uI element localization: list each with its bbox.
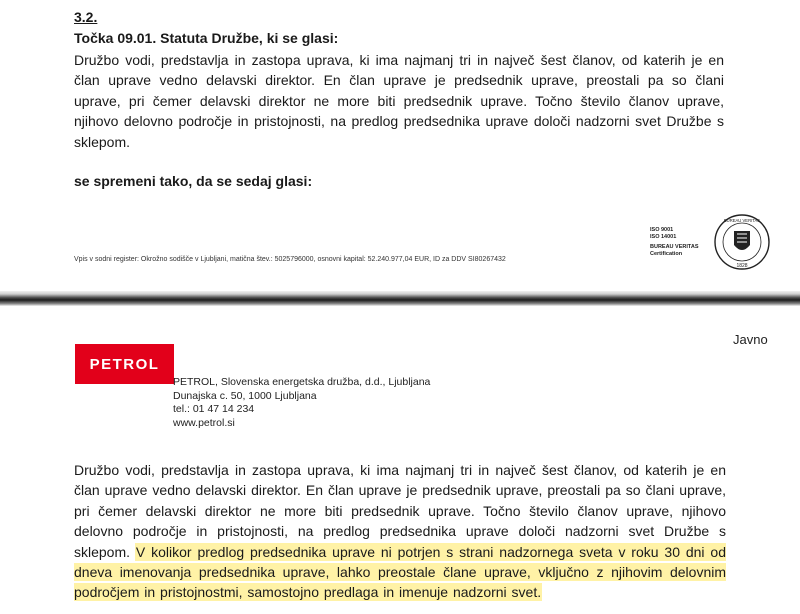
bottom-paragraph	[74, 460, 726, 603]
classification-label: Javno	[733, 332, 768, 347]
top-paragraph: Družbo vodi, predstavlja in zastopa uprava, ki ima najmanj tri in največ šest članov, od katerih je en član uprave vedno delavski direktor. En član uprave je predsednik uprave, preostali pa so člani uprave, pri čemer delavski direktor ne more biti predsednik uprave. Točno število članov uprave, njihovo delovno področje in pristojnosti, na predlog predsednika uprave določi nadzorni svet Družbe s sklepom.	[74, 52, 724, 150]
top-page	[0, 0, 800, 290]
section-heading: Točka 09.01. Statuta Družbe, ki se glasi:	[74, 30, 339, 46]
company-website: www.petrol.si	[173, 416, 235, 429]
seal-year: 1828	[736, 263, 748, 269]
company-phone: tel.: 01 47 14 234	[173, 403, 255, 415]
paragraph-plain-text: Družbo vodi, predstavlja in zastopa uprava, ki ima najmanj tri in največ šest članov, od katerih je en član uprave vedno delavski direktor. En član uprave je predsednik uprave, preostali pa so člani uprave, pri čemer delavski direktor ne more biti predsednik uprave. Točno število članov uprave, njihovo delovno področje in pristojnosti, na predlog predsednika uprave določi nadzorni svet Družbe s sklepom.	[74, 462, 726, 560]
company-address: Dunajska c. 50, 1000 Ljubljana	[173, 389, 317, 402]
cert-line-4: Certification	[650, 251, 683, 257]
cert-line-1: ISO 9001	[650, 227, 674, 233]
amendment-subheading: se spremeni tako, da se sedaj glasi:	[74, 173, 313, 189]
paragraph-highlighted-text: V kolikor predlog predsednika uprave ni potrjen s strani nadzornega sveta v roku 30 dni od dneva imenovanja predsednika uprave, lahko preostale člane uprave, vključno z njihovim delovnim področjem in pristojnostmi, samostojno predlaga in imenuje nadzorni svet.	[74, 543, 726, 601]
cert-line-2: ISO 14001	[650, 234, 677, 240]
cert-line-3: BUREAU VERITAS	[650, 244, 699, 250]
petrol-logo	[75, 344, 174, 384]
page-divider	[0, 291, 800, 306]
section-number: 3.2.	[74, 9, 98, 25]
registry-footer: Vpis v sodni register: Okrožno sodišče v Ljubljani, matična štev.: 5025796000, osnovni kapital: 52.240.977,04 EUR, ID za DDV SI80267432	[74, 256, 506, 263]
certification-block	[650, 213, 772, 271]
company-info	[173, 376, 430, 430]
bureau-veritas-seal-icon	[712, 213, 772, 271]
logo-text: PETROL	[89, 355, 160, 373]
certification-text	[650, 227, 710, 258]
bottom-page	[0, 306, 800, 614]
seal-top-text: BUREAU VERITAS	[723, 218, 761, 223]
company-name: PETROL, Slovenska energetska družba, d.d., Ljubljana	[173, 376, 431, 388]
